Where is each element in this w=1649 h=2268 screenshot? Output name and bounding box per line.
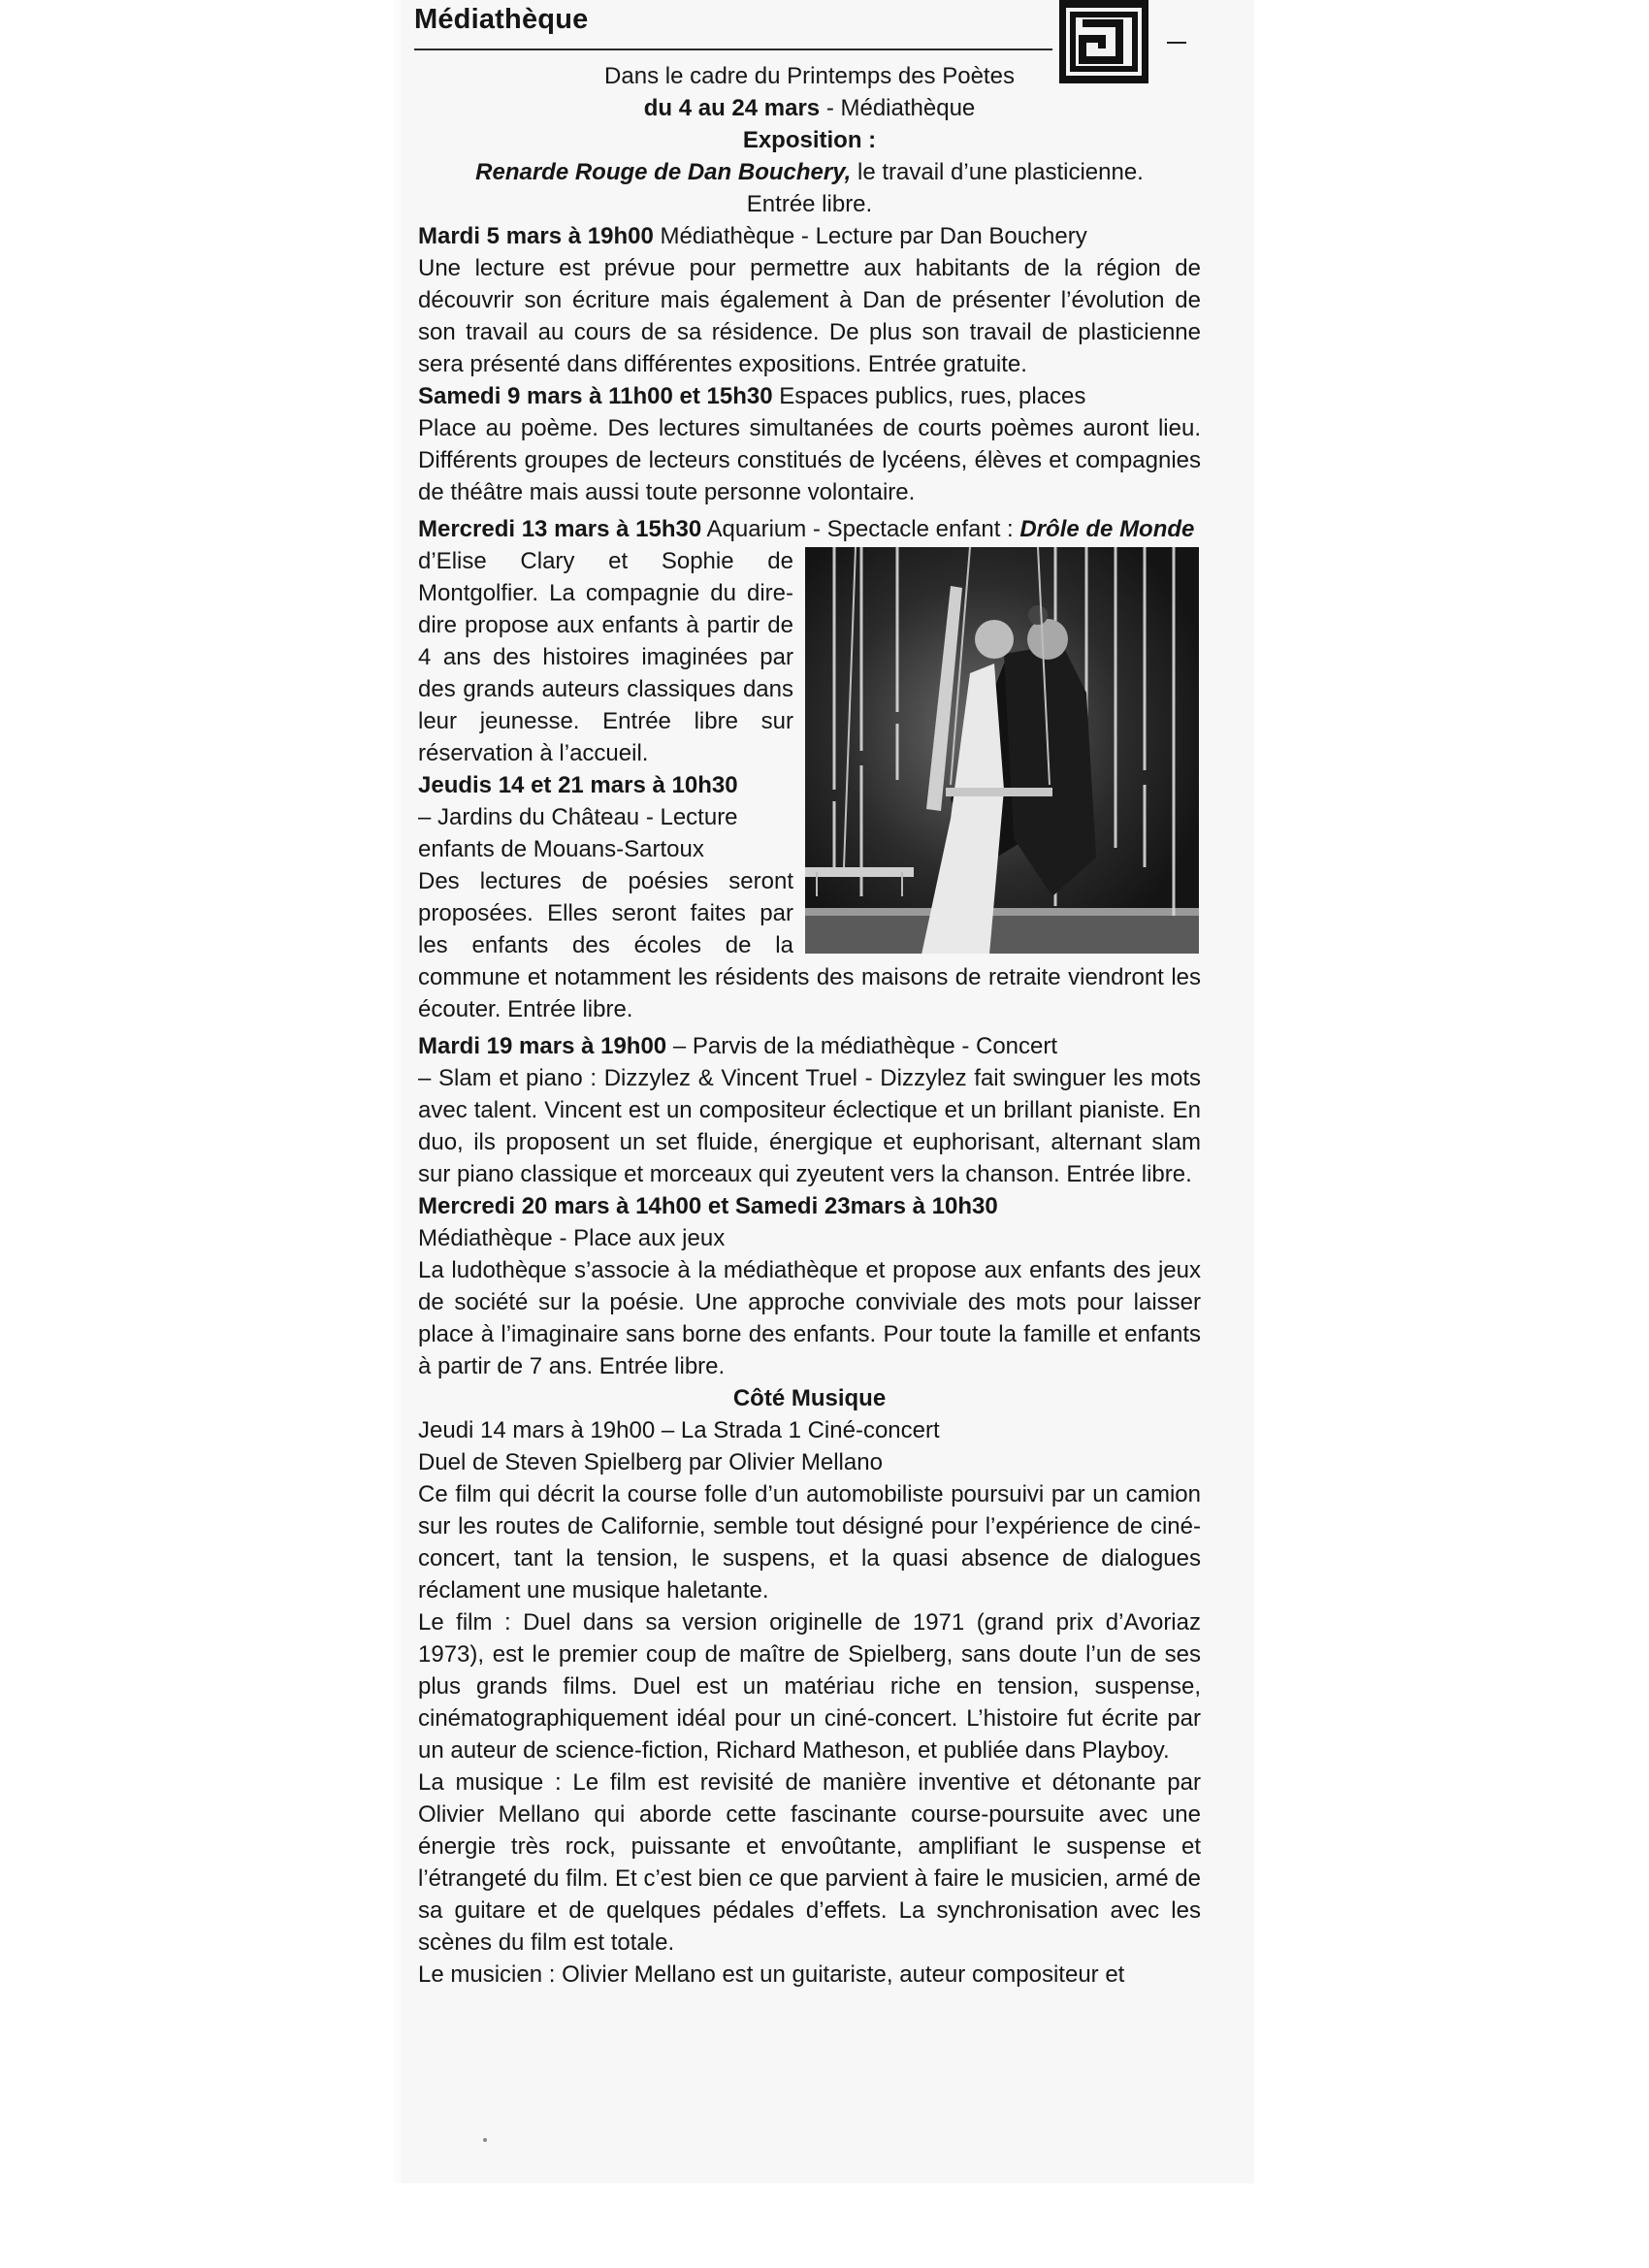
scan-speck bbox=[483, 2138, 487, 2142]
event-1-heading: Mardi 5 mars à 19h00 Médiathèque - Lecture par Dan Bouchery bbox=[418, 223, 1087, 249]
article-body bbox=[418, 60, 1201, 1991]
section-header bbox=[414, 4, 1060, 36]
music-p4: Le musicien : Olivier Mellano est un guitariste, auteur compositeur et bbox=[418, 1961, 1125, 1988]
music-title: Côté Musique bbox=[732, 1385, 887, 1411]
event-3-heading: Mercredi 13 mars à 15h30 Aquarium - Spectacle enfant : Drôle de Monde bbox=[418, 516, 1195, 542]
event-5 bbox=[418, 1030, 1201, 1190]
page-title: Médiathèque bbox=[414, 4, 589, 35]
event-2 bbox=[418, 380, 1201, 508]
event-3-body: d’Elise Clary et Sophie de Montgolfier. La compagnie du dire-dire propose aux enfants à partir de 4 ans des histoires imaginées par des grands auteurs classiques dans leur jeunesse. Entrée libre sur réservation à l’accueil. bbox=[418, 548, 793, 766]
event-2-heading: Samedi 9 mars à 11h00 et 15h30 Espaces publics, rues, places bbox=[418, 383, 1086, 409]
music-p3: La musique : Le film est revisité de manière inventive et détonante par Olivier Mellano qui aborde cette fascinante course-poursuite avec une énergie très rock, puissante et envoûtante, amplifiant le suspense et l’étrangeté du film. Et c’est bien ce que parvient à faire le musicien, armé de sa guitare et de quelques pédales d’effets. La synchronisation avec les scènes du film est totale. bbox=[418, 1769, 1201, 1956]
intro-line: Dans le cadre du Printemps des Poètes bbox=[604, 63, 1015, 89]
header-dash bbox=[1167, 42, 1186, 44]
event-5-body: – Slam et piano : Dizzylez & Vincent Truel - Dizzylez fait swinguer les mots avec talent. Vincent est un compositeur éclectique et un brillant pianiste. En duo, ils proposent un set fluide, énergique et euphorisant, alternant slam sur piano classique et morceaux qui zyeutent vers la chanson. Entrée libre. bbox=[418, 1065, 1201, 1187]
event-6 bbox=[418, 1190, 1201, 1382]
event-4-subheading: – Jardins du Château - Lecture enfants de Mouans-Sartoux bbox=[418, 804, 738, 862]
intro-dates: du 4 au 24 mars - Médiathèque bbox=[643, 95, 976, 121]
music-p2: Le film : Duel dans sa version originelle de 1971 (grand prix d’Avoriaz 1973), est le premier coup de maître de Spielberg, sans doute l’un de ses plus grands films. Duel est un matériau riche en tension, suspense, cinématographiquement idéal pour un ciné-concert. L’histoire fut écrite par un auteur de science-fiction, Richard Matheson, et publiée dans Playboy. bbox=[418, 1609, 1201, 1764]
event-4-body: Des lectures de poésies seront proposées. Elles seront faites par les enfants des écoles de la commune et notamment les résidents des maisons de retraite viendront les écouter. Entrée libre. bbox=[418, 868, 1201, 1022]
scan-edge bbox=[394, 0, 403, 2183]
header-rule bbox=[414, 49, 1052, 50]
music-line2: Duel de Steven Spielberg par Olivier Mellano bbox=[418, 1449, 883, 1475]
event-6-subheading: Médiathèque - Place aux jeux bbox=[418, 1225, 726, 1251]
expo-title: Exposition : bbox=[742, 127, 877, 153]
event-1 bbox=[418, 220, 1201, 380]
music-p1: Ce film qui décrit la course folle d’un automobiliste poursuivi par un camion sur les routes de Californie, semble tout désigné pour l’expérience de ciné-concert, tant la tension, le suspens, et la quasi absence de dialogues réclament une musique haletante. bbox=[418, 1481, 1201, 1604]
event-6-heading: Mercredi 20 mars à 14h00 et Samedi 23mars à 10h30 bbox=[418, 1193, 998, 1219]
expo-entry: Entrée libre. bbox=[746, 191, 873, 217]
event-5-heading: Mardi 19 mars à 19h00 – Parvis de la médiathèque - Concert bbox=[418, 1033, 1058, 1059]
event-2-body: Place au poème. Des lectures simultanées de courts poèmes auront lieu. Différents groupes de lecteurs constitués de lycéens, élèves et compagnies de théâtre mais aussi toute personne volontaire. bbox=[418, 415, 1201, 505]
event-4-heading: Jeudis 14 et 21 mars à 10h30 bbox=[418, 772, 738, 798]
music-line1: Jeudi 14 mars à 19h00 – La Strada 1 Ciné-concert bbox=[418, 1417, 940, 1443]
expo-line: Renarde Rouge de Dan Bouchery, le travail d’une plasticienne. bbox=[475, 159, 1144, 185]
event-3-4-block bbox=[418, 513, 1201, 1025]
event-6-body: La ludothèque s’associe à la médiathèque et propose aux enfants des jeux de société sur la poésie. Une approche conviviale des mots pour laisser place à l’imaginaire sans borne des enfants. Pour toute la famille et enfants à partir de 7 ans. Entrée libre. bbox=[418, 1257, 1201, 1379]
show-photo bbox=[805, 547, 1199, 954]
event-1-body: Une lecture est prévue pour permettre aux habitants de la région de découvrir son écriture mais également à Dan de présenter l’évolution de son travail au cours de sa résidence. De plus son travail de plasticienne sera présenté dans différentes expositions. Entrée gratuite. bbox=[418, 255, 1201, 377]
music-section bbox=[418, 1382, 1201, 1991]
